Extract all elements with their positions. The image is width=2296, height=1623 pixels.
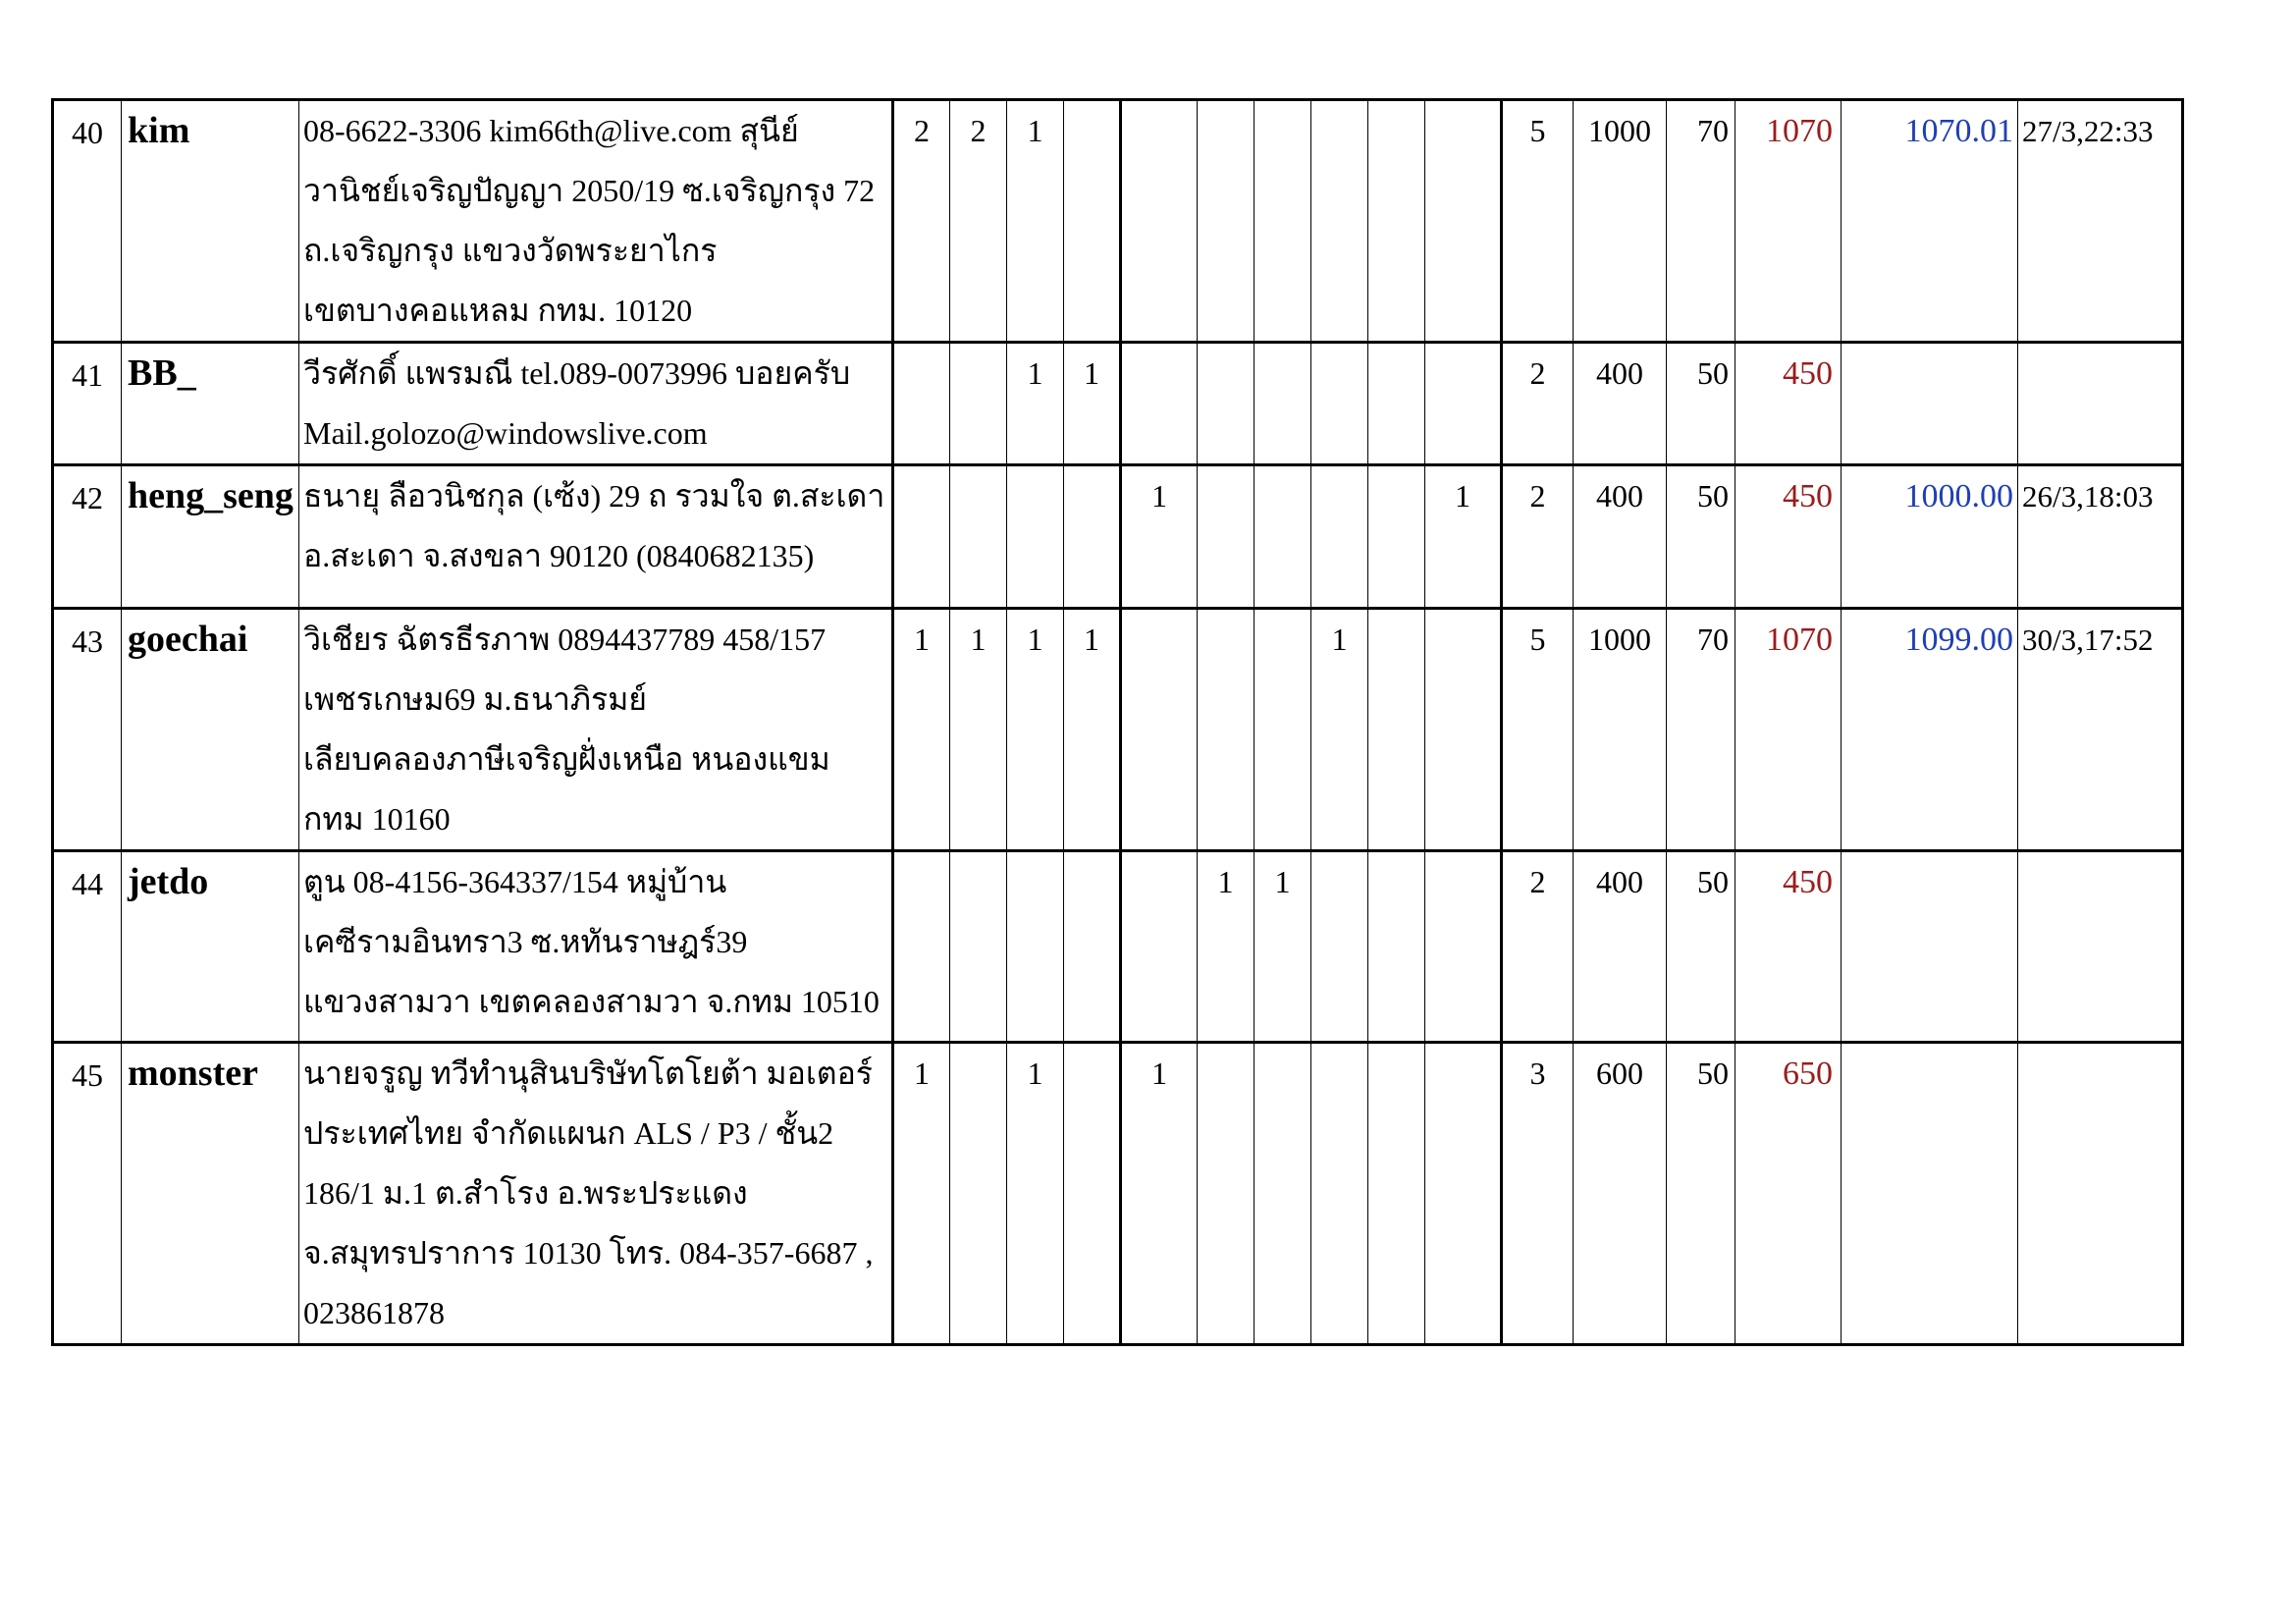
sum-cell: 450	[1735, 851, 1842, 1043]
address-cell	[299, 465, 893, 609]
quantity-cell-9	[1368, 343, 1425, 465]
address-line: เพชรเกษม69 ม.ธนาภิรมย์	[303, 681, 648, 717]
total-qty-cell: 2	[1502, 343, 1574, 465]
quantity-cell-6	[1198, 1043, 1255, 1345]
row-number-cell: 43	[53, 609, 122, 851]
quantity-cell-3: 1	[1007, 100, 1064, 343]
quantity-cell-7	[1255, 465, 1311, 609]
total-qty-cell: 2	[1502, 851, 1574, 1043]
quantity-cell-5	[1121, 609, 1198, 851]
address-line: ตูน 08-4156-364337/154 หมู่บ้าน	[303, 864, 727, 899]
quantity-cell-8	[1311, 465, 1368, 609]
price-cell: 600	[1574, 1043, 1667, 1345]
quantity-cell-1: 2	[893, 100, 950, 343]
quantity-cell-3: 1	[1007, 343, 1064, 465]
quantity-cell-7	[1255, 1043, 1311, 1345]
quantity-cell-9	[1368, 1043, 1425, 1345]
quantity-cell-6	[1198, 609, 1255, 851]
quantity-cell-7	[1255, 609, 1311, 851]
address-line: เคซีรามอินทรา3 ซ.หทันราษฎร์39	[303, 924, 748, 959]
table-row	[53, 465, 2183, 609]
address-line: กทม 10160	[303, 801, 451, 837]
quantity-cell-8	[1311, 100, 1368, 343]
quantity-cell-10: 1	[1425, 465, 1502, 609]
address-line: 186/1 ม.1 ต.สำโรง อ.พระประแดง	[303, 1175, 748, 1211]
quantity-cell-6	[1198, 343, 1255, 465]
quantity-cell-1	[893, 343, 950, 465]
username-cell: heng_seng	[122, 465, 299, 609]
address-line: ประเทศไทย จำกัดแผนก ALS / P3 / ชั้น2	[303, 1115, 834, 1151]
quantity-cell-10	[1425, 100, 1502, 343]
quantity-cell-2: 2	[950, 100, 1007, 343]
row-number-cell: 45	[53, 1043, 122, 1345]
quantity-cell-2	[950, 343, 1007, 465]
quantity-cell-4	[1064, 851, 1121, 1043]
quantity-cell-4: 1	[1064, 343, 1121, 465]
quantity-cell-2	[950, 1043, 1007, 1345]
shipping-cell: 50	[1667, 851, 1735, 1043]
paid-amount-cell: 1070.01	[1842, 100, 2018, 343]
quantity-cell-9	[1368, 100, 1425, 343]
address-line: วิเชียร ฉัตรธีรภาพ 0894437789 458/157	[303, 622, 827, 657]
address-line: Mail.golozo@windowslive.com	[303, 415, 708, 451]
quantity-cell-7: 1	[1255, 851, 1311, 1043]
quantity-cell-8	[1311, 851, 1368, 1043]
quantity-cell-5	[1121, 343, 1198, 465]
address-cell	[299, 851, 893, 1043]
shipping-cell: 50	[1667, 343, 1735, 465]
address-cell	[299, 343, 893, 465]
quantity-cell-2	[950, 465, 1007, 609]
address-line: แขวงสามวา เขตคลองสามวา จ.กทม 10510	[303, 984, 880, 1019]
table-row	[53, 343, 2183, 465]
shipping-cell: 50	[1667, 465, 1735, 609]
paid-time-cell	[2018, 1043, 2183, 1345]
quantity-cell-9	[1368, 465, 1425, 609]
quantity-cell-1: 1	[893, 609, 950, 851]
quantity-cell-7	[1255, 100, 1311, 343]
quantity-cell-8	[1311, 1043, 1368, 1345]
quantity-cell-7	[1255, 343, 1311, 465]
price-cell: 400	[1574, 851, 1667, 1043]
quantity-cell-5: 1	[1121, 1043, 1198, 1345]
paid-time-cell	[2018, 343, 2183, 465]
paid-amount-cell	[1842, 851, 2018, 1043]
shipping-cell: 70	[1667, 100, 1735, 343]
row-number-cell: 40	[53, 100, 122, 343]
address-line: นายจรูญ ทวีทำนุสินบริษัทโตโยต้า มอเตอร์	[303, 1055, 873, 1091]
paid-amount-cell: 1099.00	[1842, 609, 2018, 851]
address-cell	[299, 1043, 893, 1345]
username-cell: jetdo	[122, 851, 299, 1043]
quantity-cell-1	[893, 851, 950, 1043]
address-line: ถ.เจริญกรุง แขวงวัดพระยาไกร	[303, 233, 718, 268]
quantity-cell-2	[950, 851, 1007, 1043]
shipping-cell: 50	[1667, 1043, 1735, 1345]
quantity-cell-4	[1064, 100, 1121, 343]
table-row	[53, 609, 2183, 851]
price-cell: 400	[1574, 343, 1667, 465]
price-cell: 1000	[1574, 100, 1667, 343]
sum-cell: 1070	[1735, 609, 1842, 851]
paid-time-cell: 26/3,18:03	[2018, 465, 2183, 609]
row-number-cell: 42	[53, 465, 122, 609]
quantity-cell-10	[1425, 343, 1502, 465]
row-number-cell: 44	[53, 851, 122, 1043]
price-cell: 400	[1574, 465, 1667, 609]
username-cell: monster	[122, 1043, 299, 1345]
address-line: 023861878	[303, 1295, 445, 1330]
table-row	[53, 1043, 2183, 1345]
quantity-cell-3: 1	[1007, 1043, 1064, 1345]
quantity-cell-3	[1007, 465, 1064, 609]
address-line: เขตบางคอแหลม กทม. 10120	[303, 293, 693, 328]
address-cell	[299, 609, 893, 851]
address-line: วีรศักดิ์ แพรมณี tel.089-0073996 บอยครับ	[303, 355, 851, 391]
paid-amount-cell: 1000.00	[1842, 465, 2018, 609]
quantity-cell-4	[1064, 465, 1121, 609]
price-cell: 1000	[1574, 609, 1667, 851]
total-qty-cell: 2	[1502, 465, 1574, 609]
address-line: วานิชย์เจริญปัญญา 2050/19 ซ.เจริญกรุง 72	[303, 173, 876, 208]
sum-cell: 450	[1735, 465, 1842, 609]
username-cell: goechai	[122, 609, 299, 851]
paid-time-cell: 27/3,22:33	[2018, 100, 2183, 343]
row-number-cell: 41	[53, 343, 122, 465]
quantity-cell-2: 1	[950, 609, 1007, 851]
quantity-cell-5: 1	[1121, 465, 1198, 609]
paid-time-cell: 30/3,17:52	[2018, 609, 2183, 851]
quantity-cell-10	[1425, 609, 1502, 851]
address-line: เลียบคลองภาษีเจริญฝั่งเหนือ หนองแขม	[303, 741, 830, 777]
username-cell: kim	[122, 100, 299, 343]
quantity-cell-8: 1	[1311, 609, 1368, 851]
quantity-cell-4: 1	[1064, 609, 1121, 851]
username-cell: BB_	[122, 343, 299, 465]
quantity-cell-6	[1198, 100, 1255, 343]
sum-cell: 650	[1735, 1043, 1842, 1345]
quantity-cell-6	[1198, 465, 1255, 609]
quantity-cell-3: 1	[1007, 609, 1064, 851]
quantity-cell-1	[893, 465, 950, 609]
order-table	[51, 98, 2184, 1346]
address-cell	[299, 100, 893, 343]
quantity-cell-5	[1121, 851, 1198, 1043]
sum-cell: 1070	[1735, 100, 1842, 343]
table-row	[53, 851, 2183, 1043]
address-line: 08-6622-3306 kim66th@live.com สุนีย์	[303, 113, 799, 148]
paid-time-cell	[2018, 851, 2183, 1043]
quantity-cell-4	[1064, 1043, 1121, 1345]
quantity-cell-5	[1121, 100, 1198, 343]
quantity-cell-9	[1368, 609, 1425, 851]
quantity-cell-10	[1425, 1043, 1502, 1345]
quantity-cell-1: 1	[893, 1043, 950, 1345]
quantity-cell-3	[1007, 851, 1064, 1043]
address-line: อ.สะเดา จ.สงขลา 90120 (0840682135)	[303, 538, 815, 573]
quantity-cell-10	[1425, 851, 1502, 1043]
total-qty-cell: 5	[1502, 609, 1574, 851]
address-line: ธนายุ ลือวนิชกุล (เซ้ง) 29 ถ รวมใจ ต.สะเดา	[303, 478, 885, 514]
sum-cell: 450	[1735, 343, 1842, 465]
table-row	[53, 100, 2183, 343]
total-qty-cell: 5	[1502, 100, 1574, 343]
quantity-cell-6: 1	[1198, 851, 1255, 1043]
paid-amount-cell	[1842, 1043, 2018, 1345]
shipping-cell: 70	[1667, 609, 1735, 851]
quantity-cell-8	[1311, 343, 1368, 465]
address-line: จ.สมุทรปราการ 10130 โทร. 084-357-6687 ,	[303, 1235, 874, 1271]
quantity-cell-9	[1368, 851, 1425, 1043]
total-qty-cell: 3	[1502, 1043, 1574, 1345]
paid-amount-cell	[1842, 343, 2018, 465]
